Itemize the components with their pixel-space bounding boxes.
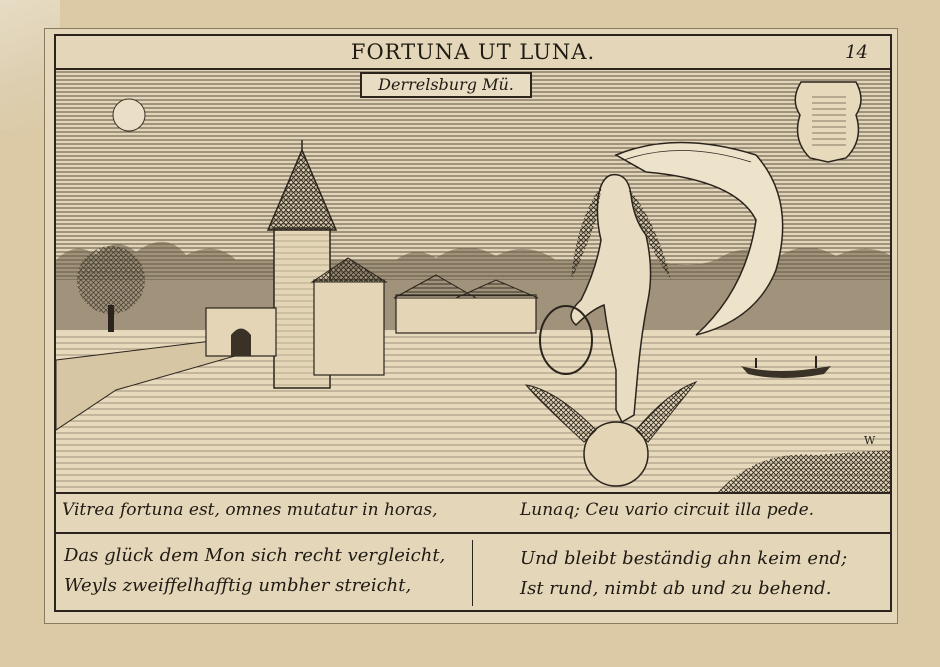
house bbox=[314, 280, 384, 375]
engraver-monogram: W bbox=[864, 434, 876, 447]
moon bbox=[113, 99, 145, 131]
engraving-title: FORTUNA UT LUNA. bbox=[350, 40, 596, 64]
german-verse-left-2: Weyls zweiffelhafftig umbher streicht, bbox=[64, 575, 412, 596]
verse-divider bbox=[472, 540, 473, 606]
plate-number: 14 bbox=[845, 42, 868, 63]
place-caption: Derrelsburg Mü. bbox=[360, 72, 532, 98]
engraved-scene bbox=[56, 70, 890, 494]
german-verse-right-2: Ist rund, nimbt ab und zu behend. bbox=[520, 578, 832, 599]
scene-drawing bbox=[56, 70, 890, 494]
german-verse-left-1: Das glück dem Mon sich recht vergleicht, bbox=[64, 545, 446, 566]
tree bbox=[77, 246, 145, 314]
verse-separator bbox=[56, 532, 890, 534]
latin-verse-left: Vitrea fortuna est, omnes mutatur in horas, bbox=[62, 500, 438, 520]
german-verse-right-1: Und bleibt beständig ahn keim end; bbox=[520, 548, 848, 569]
farm-buildings bbox=[396, 295, 536, 333]
title-band bbox=[56, 36, 890, 70]
latin-verse-right: Lunaq; Ceu vario circuit illa pede. bbox=[520, 500, 815, 520]
